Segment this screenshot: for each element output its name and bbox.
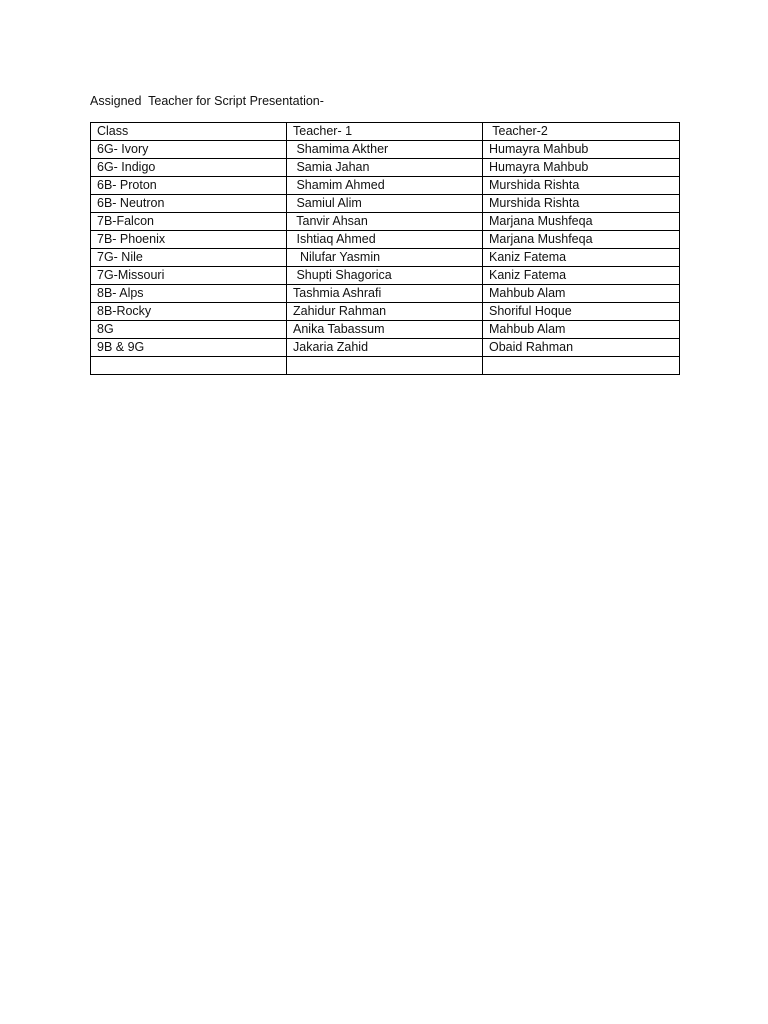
table-row [91,213,680,231]
class-cell: 8G [91,321,287,339]
table-row [91,159,680,177]
teacher-2-cell: Marjana Mushfeqa [483,231,680,249]
teacher-2-cell: Mahbub Alam [483,321,680,339]
teacher-1-cell: Anika Tabassum [287,321,483,339]
table-header-row [91,123,680,141]
table-row-empty [91,357,680,375]
class-cell: 6B- Neutron [91,195,287,213]
class-cell: 6G- Indigo [91,159,287,177]
teacher-2-cell: Humayra Mahbub [483,141,680,159]
teacher-2-cell: Kaniz Fatema [483,249,680,267]
class-cell: 7G-Missouri [91,267,287,285]
class-cell: 9B & 9G [91,339,287,357]
teacher-2-cell: Obaid Rahman [483,339,680,357]
table-row [91,249,680,267]
teacher-2-cell: Marjana Mushfeqa [483,213,680,231]
teacher-1-cell: Jakaria Zahid [287,339,483,357]
table-row [91,321,680,339]
assignment-table [90,122,680,375]
teacher-2-cell: Mahbub Alam [483,285,680,303]
page-title: Assigned Teacher for Script Presentation- [90,94,324,108]
teacher-2-cell: Murshida Rishta [483,177,680,195]
table-row [91,303,680,321]
teacher-1-cell: Nilufar Yasmin [287,249,483,267]
class-cell: 6B- Proton [91,177,287,195]
teacher-1-cell: Shupti Shagorica [287,267,483,285]
class-cell: 6G- Ivory [91,141,287,159]
teacher-1-cell: Tashmia Ashrafi [287,285,483,303]
class-cell: 7B- Phoenix [91,231,287,249]
header-teacher-1: Teacher- 1 [287,123,483,141]
teacher-1-cell: Samia Jahan [287,159,483,177]
class-cell: 8B- Alps [91,285,287,303]
class-cell: 8B-Rocky [91,303,287,321]
table-row [91,141,680,159]
table-row [91,177,680,195]
teacher-1-cell: Shamima Akther [287,141,483,159]
teacher-2-cell: Murshida Rishta [483,195,680,213]
table-row [91,339,680,357]
teacher-1-cell: Samiul Alim [287,195,483,213]
header-class: Class [91,123,287,141]
class-cell: 7G- Nile [91,249,287,267]
teacher-1-cell: Ishtiaq Ahmed [287,231,483,249]
teacher-2-cell [483,357,680,375]
teacher-1-cell: Shamim Ahmed [287,177,483,195]
teacher-1-cell: Tanvir Ahsan [287,213,483,231]
teacher-2-cell: Kaniz Fatema [483,267,680,285]
teacher-2-cell: Shoriful Hoque [483,303,680,321]
class-cell [91,357,287,375]
teacher-1-cell: Zahidur Rahman [287,303,483,321]
table-row [91,231,680,249]
teacher-2-cell: Humayra Mahbub [483,159,680,177]
table-row [91,267,680,285]
teacher-1-cell [287,357,483,375]
table-row [91,195,680,213]
table-row [91,285,680,303]
class-cell: 7B-Falcon [91,213,287,231]
header-teacher-2: Teacher-2 [483,123,680,141]
